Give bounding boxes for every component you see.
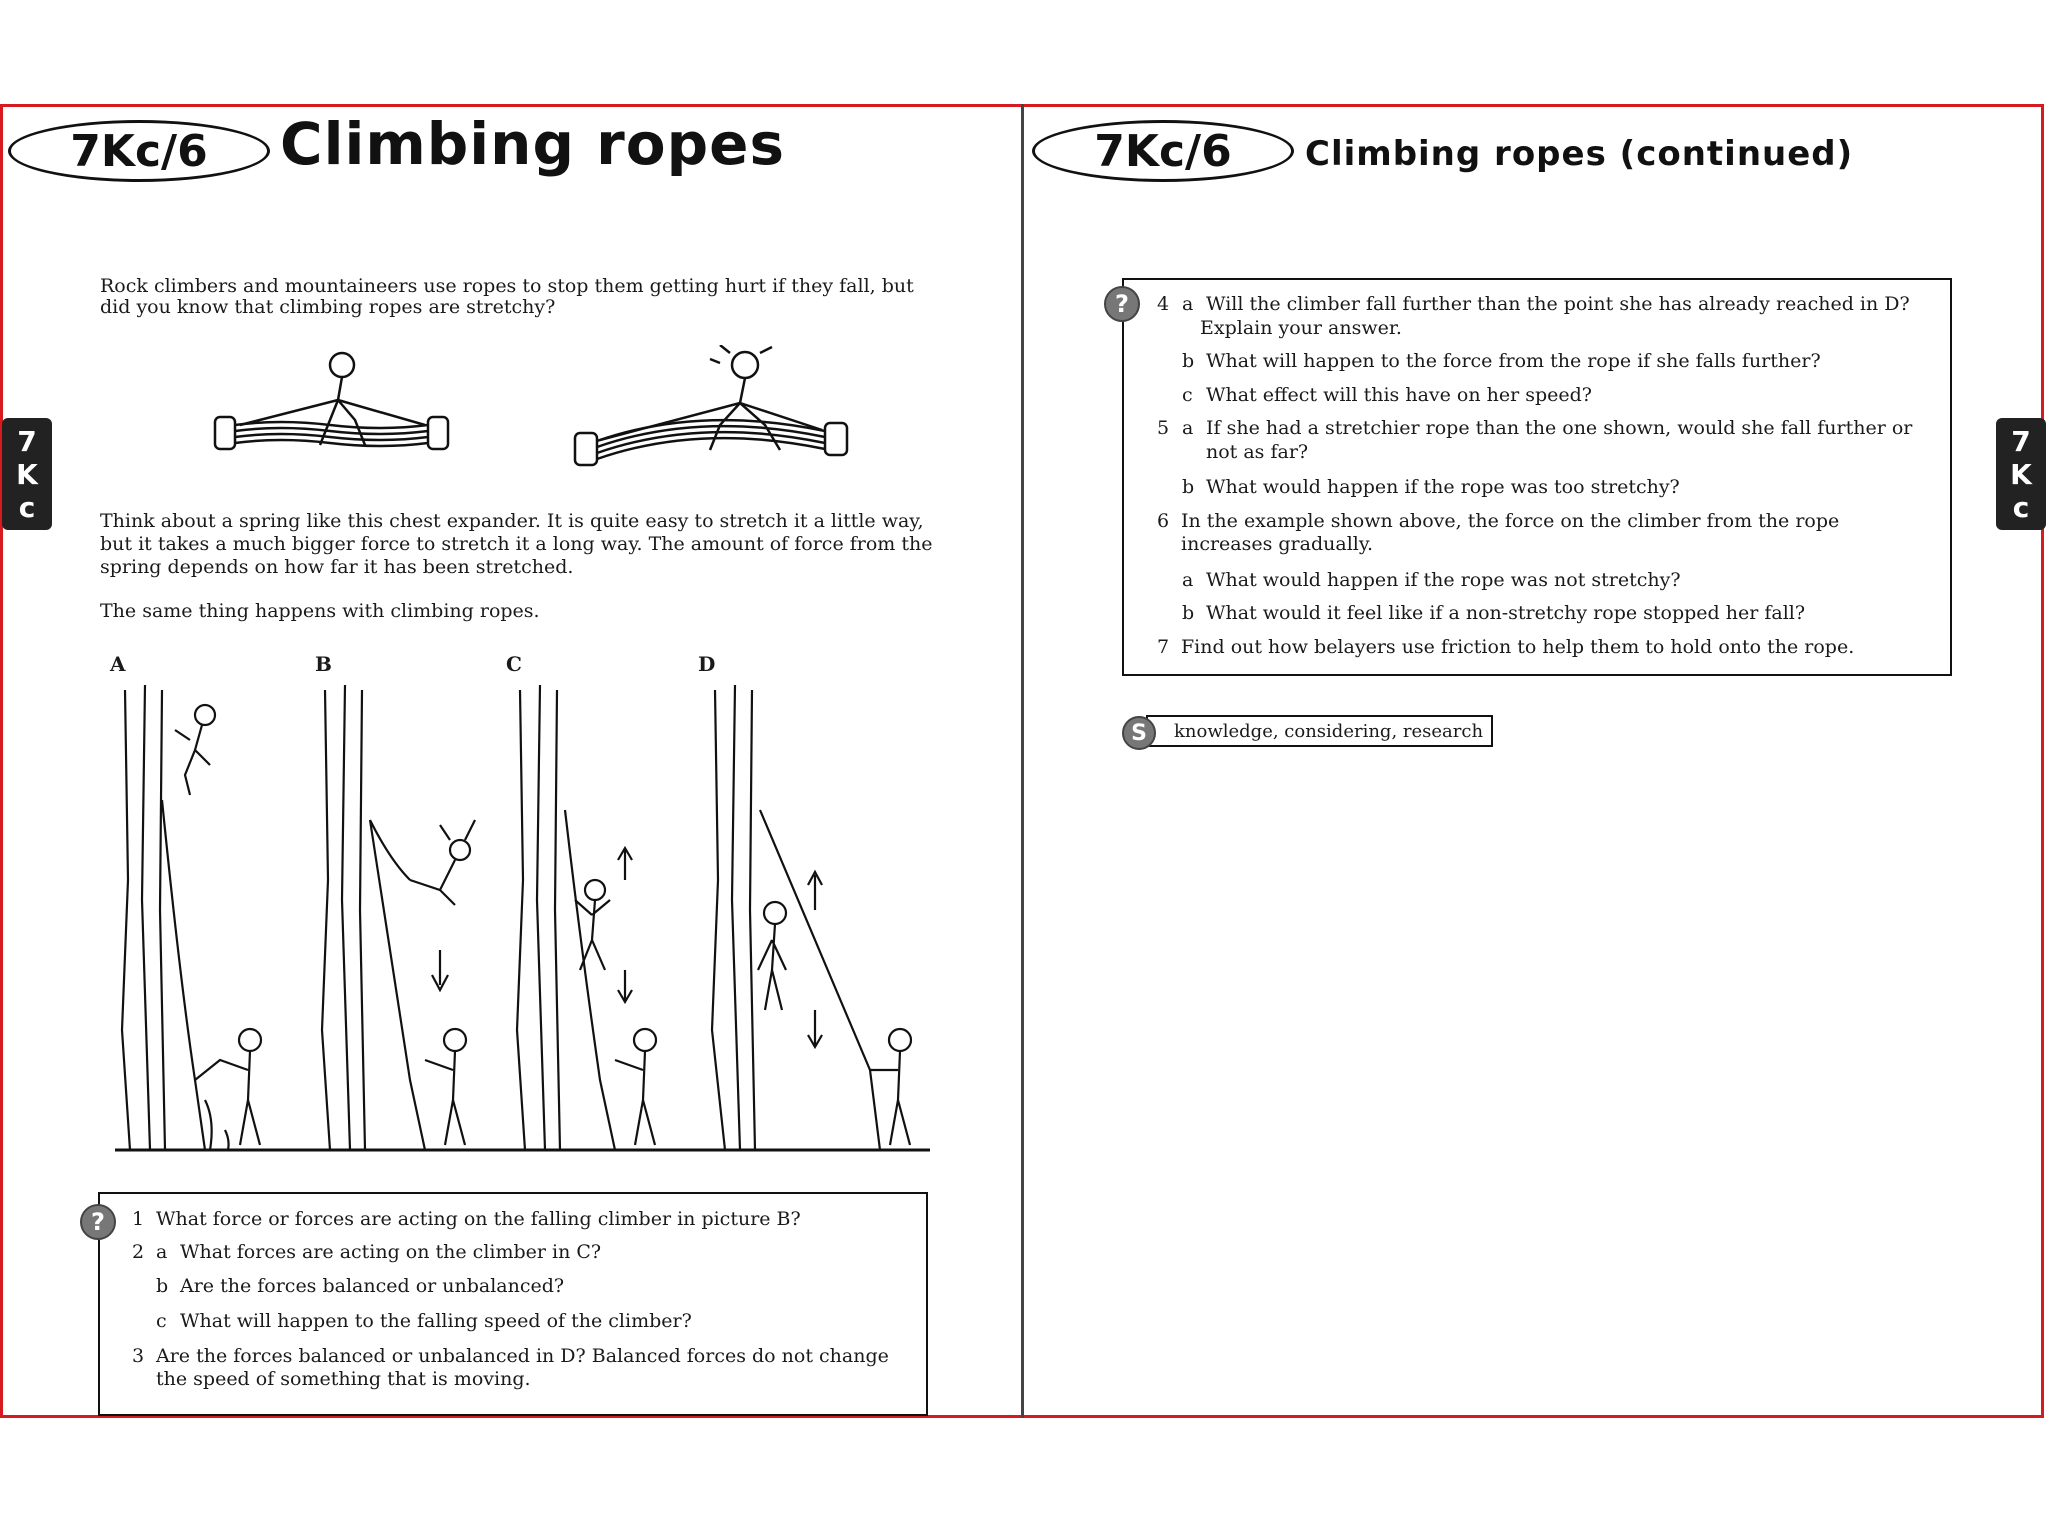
right-page-code: 7Kc/6: [1032, 120, 1294, 182]
q1-number: 1: [132, 1208, 145, 1230]
left-page-code: 7Kc/6: [8, 120, 270, 182]
panel-label-c: C: [506, 652, 522, 676]
question-6-line: In the example shown above, the force on the climber from the rope: [1181, 510, 1840, 532]
question-6b: What would it feel like if a non-stretchy rope stopped her fall?: [1206, 602, 1806, 624]
question-4b: What will happen to the force from the rope if she falls further?: [1206, 350, 1821, 372]
spring-text-line: Think about a spring like this chest expander. It is quite easy to stretch it a little way,: [100, 510, 924, 532]
relaxed-expander: [215, 353, 448, 449]
q2-number: 2: [132, 1241, 145, 1263]
stretched-expander: [575, 345, 847, 465]
question-icon: ?: [1104, 286, 1140, 322]
question-5a-line: not as far?: [1206, 441, 1309, 463]
spring-text-line: but it takes a much bigger force to stretch it a long way. The amount of force from the: [100, 533, 933, 555]
question-5b: What would happen if the rope was too stretchy?: [1206, 476, 1680, 498]
question-3-line: the speed of something that is moving.: [156, 1368, 531, 1390]
q4b-letter: b: [1182, 350, 1195, 372]
q6b-letter: b: [1182, 602, 1195, 624]
skills-icon: S: [1122, 716, 1156, 750]
side-tab-char: 7: [2011, 424, 2031, 458]
skills-box: knowledge, considering, research: [1146, 715, 1493, 747]
intro-line: did you know that climbing ropes are stretchy?: [100, 296, 556, 318]
q4c-letter: c: [1182, 384, 1193, 406]
panel-b: [322, 685, 475, 1150]
question-2a: What forces are acting on the climber in C?: [180, 1241, 602, 1263]
side-tab-char: 7: [17, 424, 37, 458]
right-page-title: Climbing ropes (continued): [1305, 134, 1854, 174]
panel-label-b: B: [315, 652, 332, 676]
q7-number: 7: [1157, 636, 1170, 658]
spring-text-line: spring depends on how far it has been stretched.: [100, 556, 574, 578]
left-side-tab: [2, 418, 52, 530]
panel-d: [712, 685, 911, 1150]
panel-label-d: D: [698, 652, 716, 676]
question-4a-line: Explain your answer.: [1200, 317, 1402, 339]
q4-number: 4: [1157, 293, 1170, 315]
page-divider: [1021, 104, 1024, 1418]
question-5a-line: If she had a stretchier rope than the one shown, would she fall further or: [1206, 417, 1913, 439]
intro-line: Rock climbers and mountaineers use ropes to stop them getting hurt if they fall, but: [100, 275, 914, 297]
chest-expander-illustration: [200, 345, 880, 470]
question-2b: Are the forces balanced or unbalanced?: [180, 1275, 565, 1297]
question-2c: What will happen to the falling speed of the climber?: [180, 1310, 692, 1332]
q5-number: 5: [1157, 417, 1170, 439]
q6-number: 6: [1157, 510, 1170, 532]
question-icon: ?: [80, 1204, 116, 1240]
q6a-letter: a: [1182, 569, 1194, 591]
side-tab-char: c: [18, 490, 36, 524]
question-6-line: increases gradually.: [1181, 533, 1374, 555]
q4a-letter: a: [1182, 293, 1194, 315]
left-page-title: Climbing ropes: [280, 110, 785, 178]
q5a-letter: a: [1182, 417, 1194, 439]
q2a-letter: a: [156, 1241, 168, 1263]
side-tab-char: K: [16, 457, 38, 491]
q5b-letter: b: [1182, 476, 1195, 498]
panel-a: [122, 685, 261, 1150]
q2b-letter: b: [156, 1275, 169, 1297]
same-thing-text: The same thing happens with climbing ropes.: [100, 600, 540, 622]
panel-label-a: A: [110, 652, 126, 676]
panel-c: [517, 685, 656, 1150]
question-1: What force or forces are acting on the falling climber in picture B?: [156, 1208, 801, 1230]
side-tab-char: K: [2010, 457, 2032, 491]
question-3-line: Are the forces balanced or unbalanced in D? Balanced forces do not change: [156, 1345, 889, 1367]
question-6a: What would happen if the rope was not stretchy?: [1206, 569, 1681, 591]
question-4c: What effect will this have on her speed?: [1206, 384, 1592, 406]
question-7: Find out how belayers use friction to help them to hold onto the rope.: [1181, 636, 1855, 658]
side-tab-char: c: [2012, 490, 2030, 524]
climbing-rope-illustration: [110, 680, 930, 1155]
q2c-letter: c: [156, 1310, 167, 1332]
q3-number: 3: [132, 1345, 145, 1367]
question-4a-line: Will the climber fall further than the point she has already reached in D?: [1206, 293, 1910, 315]
right-side-tab: [1996, 418, 2046, 530]
